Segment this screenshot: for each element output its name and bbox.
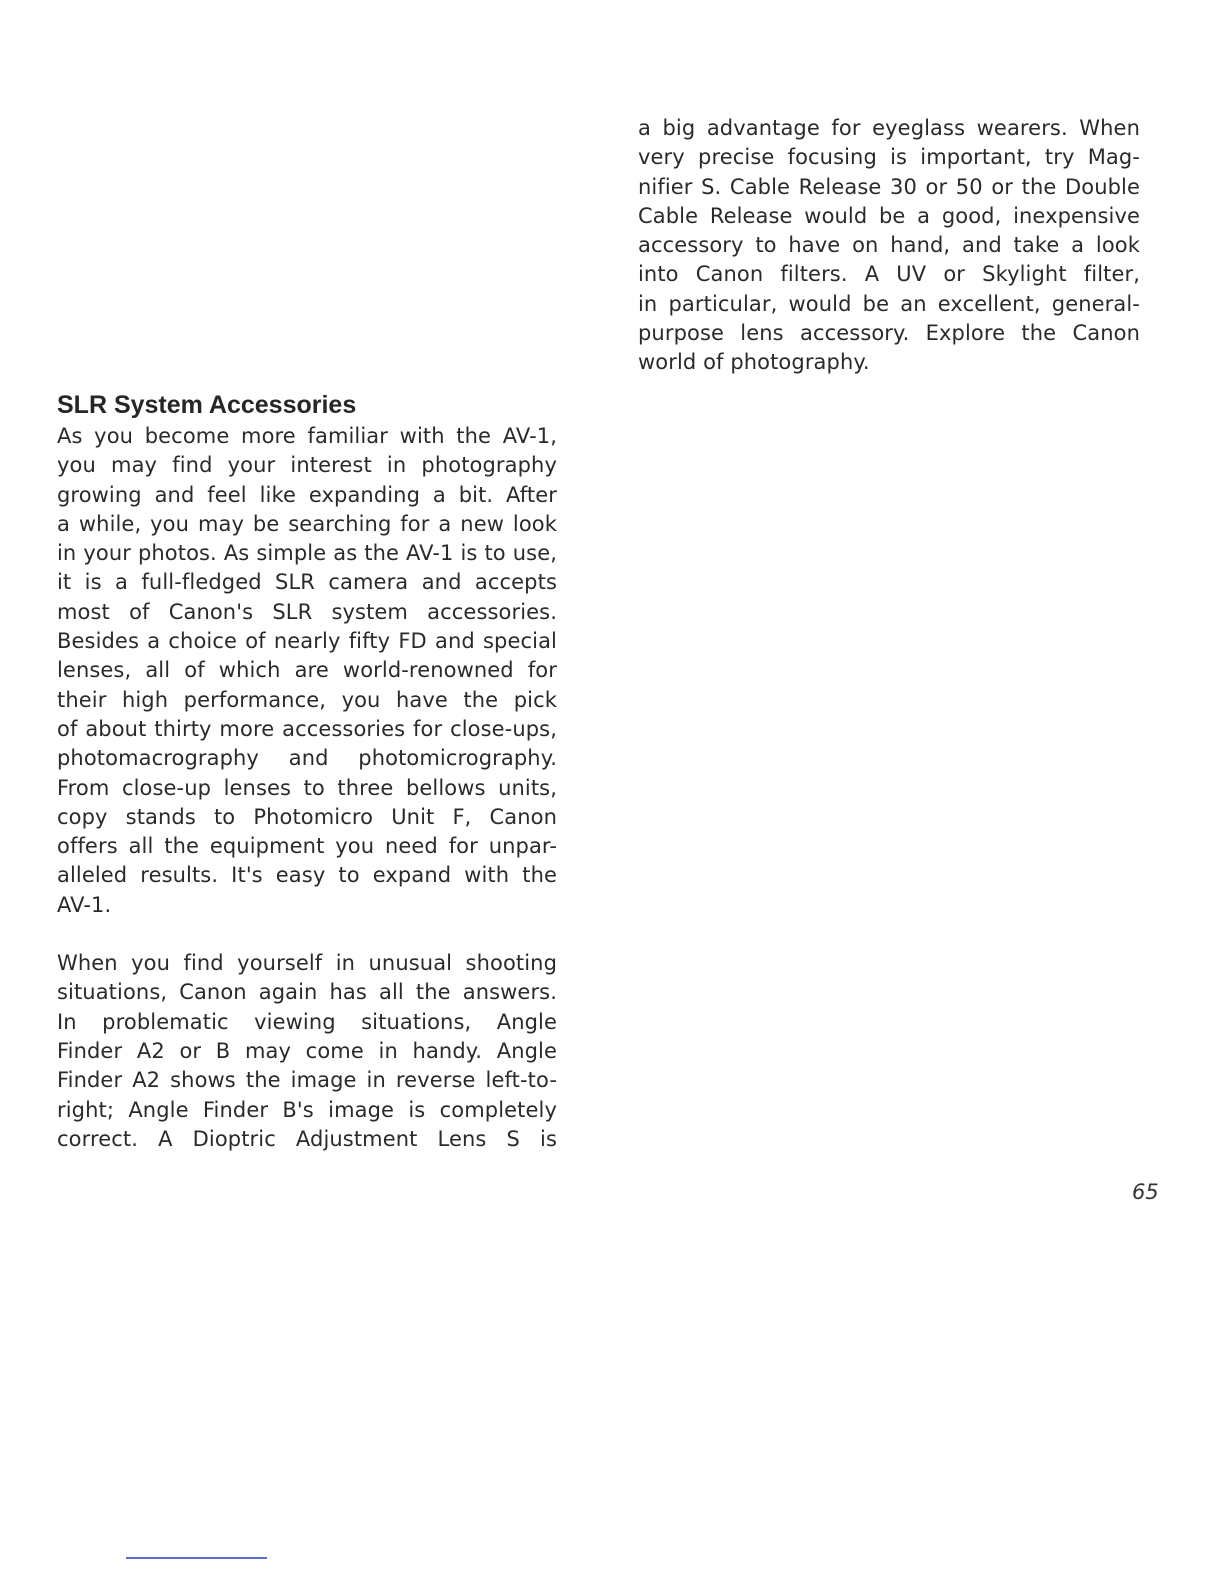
page-number: 65 [1132,1180,1159,1204]
right-column [638,114,1140,378]
left-column [57,388,557,1154]
text-line: When you find yourself in unusual shooting [57,951,557,976]
text-line: Cable Release would be a good, inexpensive [638,203,1140,228]
text-line: As you become more familiar with the AV-1, [57,424,557,448]
text-line: world of photography. [638,350,870,375]
text-line: From close-up lenses to three bellows units, [57,775,557,800]
text-line: In problematic viewing situations, Angle [57,1009,557,1034]
text-line: right; Angle Finder B's image is completely [57,1097,557,1122]
text-line: into Canon filters. A UV or Skylight filter, [638,262,1140,287]
text-line: accessory to have on hand, and take a look [638,233,1140,258]
text-line: Finder A2 shows the image in reverse left-to- [57,1068,557,1093]
left-paragraph-1 [57,422,557,920]
text-line: it is a full-fledged SLR camera and accepts [57,570,557,595]
text-line: in particular, would be an excellent, general- [638,291,1140,316]
text-line: their high performance, you have the pick [57,687,557,712]
text-line: copy stands to Photomicro Unit F, Canon [57,804,557,829]
text-line: very precise focusing is important, try Mag- [638,145,1140,170]
text-line: alleled results. It's easy to expand with the [57,863,557,888]
paragraph-spacer [57,920,557,949]
section-heading: SLR System Accessories [57,391,357,419]
text-line: most of Canon's SLR system accessories. [57,599,557,624]
text-line: of about thirty more accessories for close-ups, [57,716,557,741]
text-line: growing and feel like expanding a bit. After [57,482,557,507]
text-line: Besides a choice of nearly fifty FD and special [57,629,557,654]
left-paragraph-2 [57,949,557,1154]
text-line: correct. A Dioptric Adjustment Lens S is [57,1126,557,1151]
text-line: you may find your interest in photography [57,453,557,478]
text-line: situations, Canon again has all the answers. [57,980,557,1005]
text-line: a while, you may be searching for a new look [57,511,557,536]
text-line: offers all the equipment you need for unpar- [57,834,557,859]
text-line: photomacrography and photomicrography. [57,746,557,771]
text-line: in your photos. As simple as the AV-1 is to use, [57,541,557,566]
text-line: nifier S. Cable Release 30 or 50 or the Double [638,174,1140,199]
right-paragraph-1 [638,114,1140,378]
text-line: Finder A2 or B may come in handy. Angle [57,1038,557,1063]
footnote-divider [126,1557,267,1559]
text-line: a big advantage for eyeglass wearers. When [638,116,1140,140]
text-line: purpose lens accessory. Explore the Canon [638,321,1140,346]
text-line: AV-1. [57,892,112,917]
text-line: lenses, all of which are world-renowned for [57,658,557,683]
